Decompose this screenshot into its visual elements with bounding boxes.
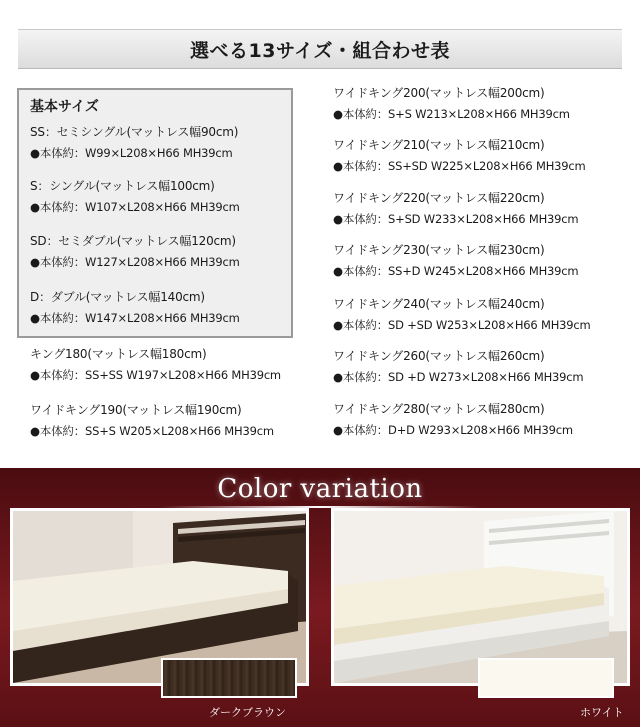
size-dims-ss: ●本体約：W99×L208×H66 MH39cm <box>30 146 233 160</box>
size-name-wideking190: ワイドキング190(マットレス幅190cm) <box>30 403 242 417</box>
color-variation-heading: Color variation <box>0 474 640 504</box>
size-name-sd: SD：セミダブル(マットレス幅120cm) <box>30 234 236 248</box>
size-name-wk210: ワイドキング210(マットレス幅210cm) <box>333 138 545 152</box>
page-title: 選べる13サイズ・組合わせ表 <box>18 29 622 69</box>
color-label-dark-brown: ダークブラウン <box>209 706 286 719</box>
swatch-dark-brown <box>161 658 297 698</box>
size-dims-wk210: ●本体約：SS+SD W225×L208×H66 MH39cm <box>333 159 586 173</box>
size-name-wk240: ワイドキング240(マットレス幅240cm) <box>333 297 545 311</box>
size-name-ss: SS：セミシングル(マットレス幅90cm) <box>30 125 239 139</box>
size-dims-wk200: ●本体約：S+S W213×L208×H66 MH39cm <box>333 107 570 121</box>
size-name-s: S：シングル(マットレス幅100cm) <box>30 179 215 193</box>
size-dims-wk230: ●本体約：SS+D W245×L208×H66 MH39cm <box>333 264 579 278</box>
swatch-white <box>478 658 614 698</box>
size-name-d: D：ダブル(マットレス幅140cm) <box>30 290 205 304</box>
size-dims-wk280: ●本体約：D+D W293×L208×H66 MH39cm <box>333 423 573 437</box>
size-dims-s: ●本体約：W107×L208×H66 MH39cm <box>30 200 240 214</box>
size-name-wk280: ワイドキング280(マットレス幅280cm) <box>333 402 545 416</box>
size-dims-wk220: ●本体約：S+SD W233×L208×H66 MH39cm <box>333 212 579 226</box>
basic-size-heading: 基本サイズ <box>30 99 99 115</box>
size-name-wk200: ワイドキング200(マットレス幅200cm) <box>333 86 545 100</box>
size-dims-king180: ●本体約：SS+SS W197×L208×H66 MH39cm <box>30 368 281 382</box>
size-name-wk230: ワイドキング230(マットレス幅230cm) <box>333 243 545 257</box>
size-dims-wideking190: ●本体約：SS+S W205×L208×H66 MH39cm <box>30 424 274 438</box>
size-name-wk260: ワイドキング260(マットレス幅260cm) <box>333 349 545 363</box>
size-dims-sd: ●本体約：W127×L208×H66 MH39cm <box>30 255 240 269</box>
size-name-king180: キング180(マットレス幅180cm) <box>30 347 207 361</box>
size-name-wk220: ワイドキング220(マットレス幅220cm) <box>333 191 545 205</box>
size-dims-d: ●本体約：W147×L208×H66 MH39cm <box>30 311 240 325</box>
size-dims-wk240: ●本体約：SD +SD W253×L208×H66 MH39cm <box>333 318 591 332</box>
color-label-white: ホワイト <box>580 706 624 719</box>
size-dims-wk260: ●本体約：SD +D W273×L208×H66 MH39cm <box>333 370 584 384</box>
